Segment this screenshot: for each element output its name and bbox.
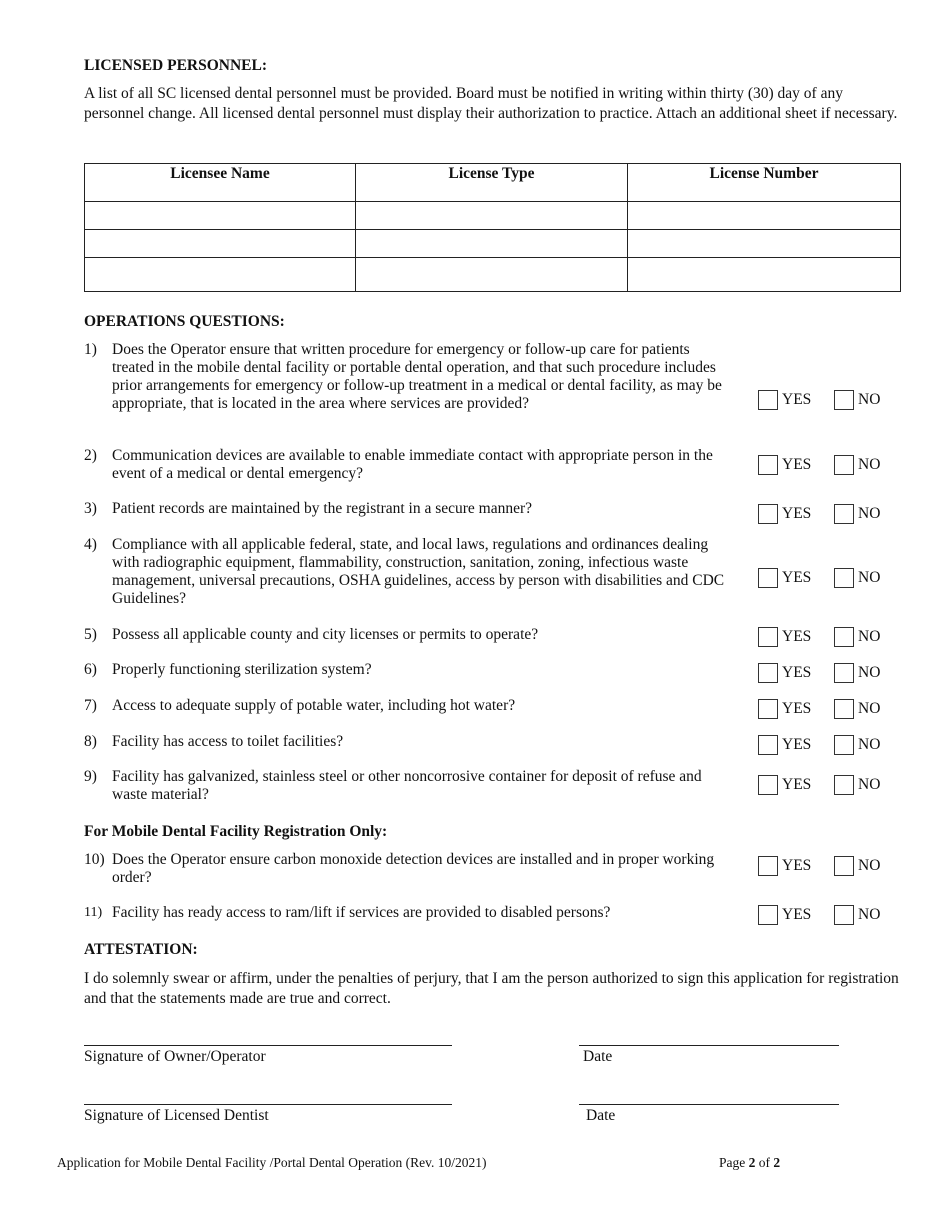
question-2-choices (758, 455, 898, 479)
question-text: Facility has ready access to ram/lift if services are provided to disabled persons? (112, 904, 611, 921)
header-license-number: License Number (628, 164, 901, 202)
yes-label: YES (782, 857, 812, 874)
question-9-choices (758, 775, 898, 799)
no-checkbox[interactable] (834, 663, 854, 683)
no-checkbox[interactable] (834, 455, 854, 475)
yes-label: YES (782, 776, 812, 793)
yes-label: YES (782, 391, 812, 408)
question-number: 10) (84, 851, 105, 868)
table-row (85, 202, 901, 230)
license-number-cell[interactable] (628, 230, 901, 258)
yes-checkbox[interactable] (758, 627, 778, 647)
header-licensee-name: Licensee Name (85, 164, 356, 202)
footer-page-number (719, 1155, 780, 1171)
yes-label: YES (782, 505, 812, 522)
page-word: Page (719, 1155, 746, 1170)
question-number: 3) (84, 500, 97, 517)
license-number-cell[interactable] (628, 202, 901, 230)
question-1-choices (758, 390, 898, 414)
yes-checkbox[interactable] (758, 775, 778, 795)
question-text: Does the Operator ensure that written procedure for emergency or follow-up care for patients treated in the mobile dental facility or portable dental operation, and that such procedure includes prior arrangements for emergency or follow-up treatment in a medical or dental facility, as may be appropriate, that is located in the area where services are provided? (112, 341, 722, 412)
licensee-name-cell[interactable] (85, 230, 356, 258)
question-text: Access to adequate supply of potable water, including hot water? (112, 697, 516, 714)
page-total: 2 (773, 1155, 781, 1170)
question-text: Patient records are maintained by the registrant in a secure manner? (112, 500, 533, 517)
licensee-table (84, 163, 901, 292)
header-license-type: License Type (356, 164, 628, 202)
no-label: NO (858, 857, 881, 874)
no-checkbox[interactable] (834, 856, 854, 876)
no-checkbox[interactable] (834, 568, 854, 588)
dentist-date-label: Date (586, 1107, 616, 1124)
license-type-cell[interactable] (356, 230, 628, 258)
yes-checkbox[interactable] (758, 735, 778, 755)
yes-checkbox[interactable] (758, 699, 778, 719)
licensed-personnel-heading: LICENSED PERSONNEL: (84, 57, 268, 74)
no-label: NO (858, 456, 881, 473)
yes-label: YES (782, 700, 812, 717)
yes-label: YES (782, 628, 812, 645)
licensee-name-cell[interactable] (85, 202, 356, 230)
dentist-signature-line[interactable] (84, 1104, 452, 1105)
question-text: Does the Operator ensure carbon monoxide detection devices are installed and in proper working order? (112, 851, 715, 886)
yes-label: YES (782, 736, 812, 753)
page-current: 2 (748, 1155, 756, 1170)
operations-questions-heading: OPERATIONS QUESTIONS: (84, 313, 285, 330)
no-label: NO (858, 569, 881, 586)
dentist-date-line[interactable] (579, 1104, 839, 1105)
no-label: NO (858, 700, 881, 717)
no-checkbox[interactable] (834, 905, 854, 925)
question-number: 5) (84, 626, 97, 643)
licensee-name-cell[interactable] (85, 258, 356, 292)
question-number: 4) (84, 536, 97, 553)
question-number: 2) (84, 447, 97, 464)
question-11-choices (758, 905, 898, 929)
no-label: NO (858, 505, 881, 522)
question-7-choices (758, 699, 898, 723)
question-text: Facility has galvanized, stainless steel or other noncorrosive container for deposit of refuse and waste material? (112, 768, 702, 803)
question-number: 8) (84, 733, 97, 750)
no-label: NO (858, 776, 881, 793)
no-checkbox[interactable] (834, 775, 854, 795)
no-label: NO (858, 906, 881, 923)
table-row (85, 258, 901, 292)
yes-checkbox[interactable] (758, 455, 778, 475)
yes-checkbox[interactable] (758, 390, 778, 410)
license-number-cell[interactable] (628, 258, 901, 292)
question-number: 7) (84, 697, 97, 714)
no-label: NO (858, 628, 881, 645)
question-number: 11) (84, 905, 103, 920)
question-text: Possess all applicable county and city licenses or permits to operate? (112, 626, 539, 643)
question-number: 6) (84, 661, 97, 678)
page-of-word: of (758, 1155, 770, 1170)
owner-signature-line[interactable] (84, 1045, 452, 1046)
owner-date-line[interactable] (579, 1045, 839, 1046)
licensee-table-header (85, 164, 901, 202)
question-text: Compliance with all applicable federal, state, and local laws, regulations and ordinances dealing with radiographic equipment, flammability, construction, sanitation, zoning, infectious waste management, universal precautions, OSHA guidelines, access by person with disabilities and CDC Guidelines? (112, 536, 725, 607)
yes-label: YES (782, 569, 812, 586)
no-checkbox[interactable] (834, 735, 854, 755)
license-type-cell[interactable] (356, 202, 628, 230)
yes-checkbox[interactable] (758, 568, 778, 588)
question-4-choices (758, 568, 898, 592)
owner-date-label: Date (583, 1048, 613, 1065)
yes-checkbox[interactable] (758, 663, 778, 683)
mobile-registration-heading: For Mobile Dental Facility Registration Only: (84, 823, 388, 840)
question-number: 9) (84, 768, 97, 785)
yes-label: YES (782, 456, 812, 473)
question-text: Properly functioning sterilization system? (112, 661, 372, 678)
attestation-statement: I do solemnly swear or affirm, under the penalties of perjury, that I am the person authorized to sign this application for registration and that the statements made are true and correct. (84, 970, 899, 1007)
yes-checkbox[interactable] (758, 905, 778, 925)
question-3-choices (758, 504, 898, 528)
no-label: NO (858, 736, 881, 753)
question-text: Communication devices are available to enable immediate contact with appropriate person in the event of a medical or dental emergency? (112, 447, 713, 482)
no-checkbox[interactable] (834, 627, 854, 647)
question-5-choices (758, 627, 898, 651)
dentist-signature-label: Signature of Licensed Dentist (84, 1107, 269, 1124)
no-label: NO (858, 664, 881, 681)
license-type-cell[interactable] (356, 258, 628, 292)
question-10-choices (758, 856, 898, 880)
attestation-heading: ATTESTATION: (84, 941, 198, 958)
question-8-choices (758, 735, 898, 759)
owner-signature-label: Signature of Owner/Operator (84, 1048, 266, 1065)
yes-label: YES (782, 664, 812, 681)
table-row (85, 230, 901, 258)
licensed-personnel-instructions: A list of all SC licensed dental personnel must be provided. Board must be notified in writing within thirty (30) day of any personnel change. All licensed dental personnel must display their authorization to practice. Attach an additional sheet if necessary. (84, 85, 898, 122)
footer-form-title: Application for Mobile Dental Facility /Portal Dental Operation (Rev. 10/2021) (57, 1155, 487, 1170)
no-checkbox[interactable] (834, 390, 854, 410)
no-label: NO (858, 391, 881, 408)
yes-checkbox[interactable] (758, 856, 778, 876)
no-checkbox[interactable] (834, 699, 854, 719)
yes-label: YES (782, 906, 812, 923)
question-6-choices (758, 663, 898, 687)
no-checkbox[interactable] (834, 504, 854, 524)
question-number: 1) (84, 341, 97, 358)
question-text: Facility has access to toilet facilities? (112, 733, 344, 750)
yes-checkbox[interactable] (758, 504, 778, 524)
